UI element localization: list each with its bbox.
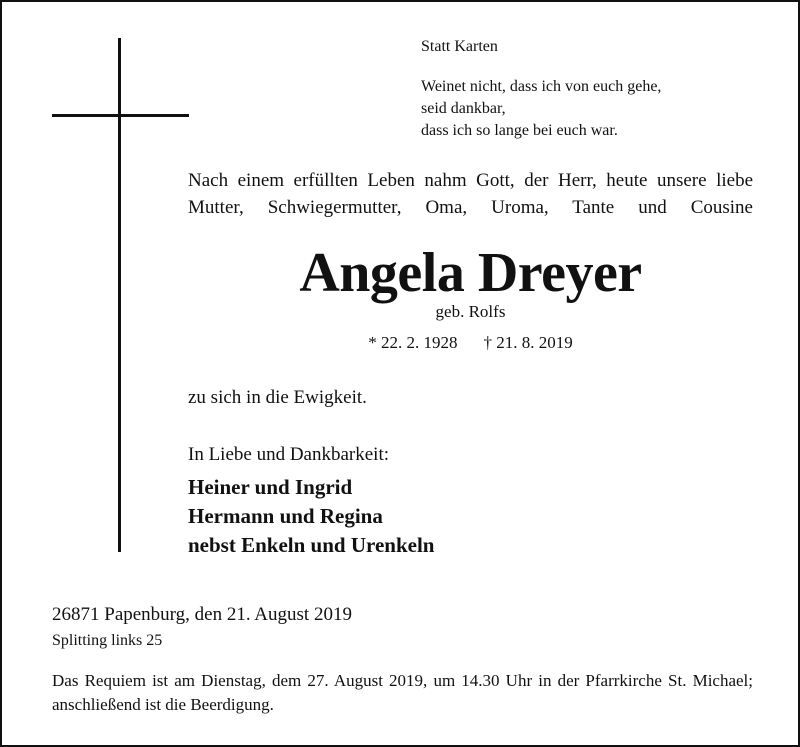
motto-line: dass ich so lange bei euch war.	[421, 122, 618, 139]
mourners-list	[188, 473, 434, 560]
motto-block	[421, 36, 661, 142]
funeral-notice: Das Requiem ist am Dienstag, dem 27. August 2019, um 14.30 Uhr in der Pfarrkirche St. Michael; anschließend ist die Beerdigung.	[52, 671, 753, 714]
intro-text: Nach einem erfüllten Leben nahm Gott, der Herr, heute unsere liebe Mutter, Schwiegermutter, Oma, Uroma, Tante und Cousine	[188, 170, 753, 218]
mourner-name: Hermann und Regina	[188, 504, 383, 528]
maiden-name: geb. Rolfs	[435, 302, 506, 321]
deceased-name: Angela Dreyer	[299, 242, 642, 304]
address: Splitting links 25	[52, 632, 163, 649]
motto-header: Statt Karten	[421, 38, 498, 55]
mourner-name: Heiner und Ingrid	[188, 475, 353, 499]
thanks-text: In Liebe und Dankbarkeit:	[188, 444, 390, 465]
death-date: † 21. 8. 2019	[483, 333, 573, 352]
cross-icon-horizontal-bar	[52, 114, 189, 117]
birth-date: * 22. 2. 1928	[368, 333, 458, 352]
motto-line: seid dankbar,	[421, 100, 506, 117]
closing-text: zu sich in die Ewigkeit.	[188, 387, 367, 408]
life-dates	[188, 332, 753, 354]
place-date: 26871 Papenburg, den 21. August 2019	[52, 604, 352, 625]
mourner-name: nebst Enkeln und Urenkeln	[188, 533, 435, 557]
motto-line: Weinet nicht, dass ich von euch gehe,	[421, 78, 662, 95]
